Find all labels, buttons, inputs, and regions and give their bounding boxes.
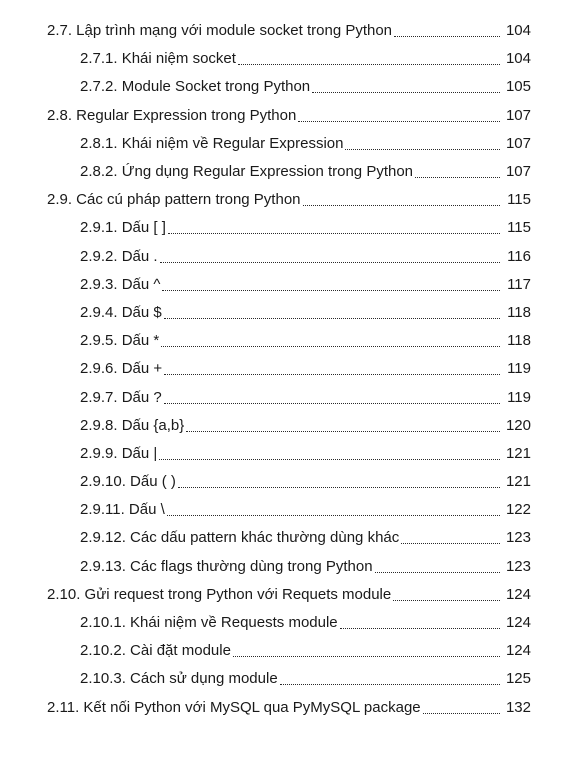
dot-leader (177, 473, 500, 491)
toc-entry[interactable] (80, 468, 531, 496)
toc-entry-page-number: 104 (505, 22, 531, 40)
toc-entry[interactable] (80, 271, 531, 299)
toc-entry-title: 2.9.1. Dấu [ ] (80, 219, 166, 237)
toc-entry[interactable] (80, 383, 531, 411)
toc-entry[interactable] (80, 553, 531, 581)
toc-entry-page-number: 105 (505, 78, 531, 96)
dot-leader (185, 417, 500, 435)
toc-entry-page-number: 119 (507, 388, 531, 406)
toc-entry-page-number: 121 (505, 444, 531, 462)
dot-leader (237, 50, 500, 68)
toc-entry-page-number: 124 (505, 642, 531, 660)
toc-entry[interactable] (80, 440, 531, 468)
toc-entry[interactable] (80, 665, 531, 693)
toc-entry-title: 2.10.2. Cài đặt module (80, 642, 231, 660)
toc-entry-title: 2.10. Gửi request trong Python với Requets module (47, 585, 392, 603)
toc-entry[interactable] (80, 243, 531, 271)
dot-leader (297, 107, 500, 125)
toc-entry-title: 2.9.12. Các dấu pattern khác thường dùng khác (80, 529, 400, 547)
toc-entry-title: 2.9.13. Các flags thường dùng trong Python (80, 557, 373, 575)
dot-leader (339, 614, 500, 632)
toc-entry[interactable] (80, 609, 531, 637)
toc-entry-title: 2.9.10. Dấu ( ) (80, 473, 176, 491)
toc-entry[interactable] (47, 581, 531, 609)
toc-entry-title: 2.9.7. Dấu ? (80, 388, 162, 406)
dot-leader (392, 586, 500, 604)
toc-entry[interactable] (80, 412, 531, 440)
toc-entry[interactable] (80, 214, 531, 242)
toc-entry[interactable] (47, 694, 531, 722)
toc-entry-title: 2.8.1. Khái niệm về Regular Expression (80, 134, 344, 152)
toc-entry-title: 2.9.3. Dấu ^ (80, 275, 161, 293)
toc-entry-page-number: 132 (505, 698, 531, 716)
toc-entry-page-number: 104 (505, 50, 531, 68)
toc-entry[interactable] (47, 102, 531, 130)
table-of-contents (0, 17, 570, 722)
dot-leader (163, 389, 500, 407)
dot-leader (374, 558, 500, 576)
toc-entry-title: 2.8. Regular Expression trong Python (47, 106, 297, 124)
toc-entry-title: 2.9.9. Dấu | (80, 444, 158, 462)
toc-entry-page-number: 124 (505, 614, 531, 632)
toc-entry-page-number: 123 (505, 557, 531, 575)
dot-leader (160, 332, 500, 350)
toc-entry-page-number: 120 (505, 416, 531, 434)
toc-entry-title: 2.9.2. Dấu . (80, 247, 158, 265)
toc-entry-page-number: 118 (507, 303, 531, 321)
toc-entry-page-number: 107 (505, 106, 531, 124)
toc-entry[interactable] (80, 524, 531, 552)
toc-entry[interactable] (80, 73, 531, 101)
toc-entry[interactable] (47, 17, 531, 45)
dot-leader (161, 276, 500, 294)
toc-entry[interactable] (80, 355, 531, 383)
dot-leader (232, 642, 500, 660)
toc-entry[interactable] (80, 299, 531, 327)
toc-entry-page-number: 125 (505, 670, 531, 688)
toc-entry-page-number: 115 (507, 219, 531, 237)
toc-entry-page-number: 119 (507, 360, 531, 378)
dot-leader (166, 501, 500, 519)
toc-entry-page-number: 116 (507, 247, 531, 265)
toc-entry-title: 2.9.8. Dấu {a,b} (80, 416, 185, 434)
dot-leader (163, 304, 500, 322)
toc-entry[interactable] (80, 158, 531, 186)
toc-entry-title: 2.11. Kết nối Python với MySQL qua PyMySQL package (47, 698, 421, 716)
toc-entry-page-number: 118 (507, 332, 531, 350)
toc-entry-page-number: 121 (505, 473, 531, 491)
toc-entry-page-number: 123 (505, 529, 531, 547)
dot-leader (167, 219, 500, 237)
toc-entry-title: 2.9.6. Dấu + (80, 360, 163, 378)
toc-entry-page-number: 107 (505, 163, 531, 181)
toc-entry-page-number: 115 (507, 191, 531, 209)
dot-leader (311, 78, 500, 96)
toc-entry-title: 2.10.3. Cách sử dụng module (80, 670, 278, 688)
dot-leader (400, 529, 500, 547)
toc-entry-title: 2.9. Các cú pháp pattern trong Python (47, 191, 301, 209)
toc-entry-title: 2.7. Lập trình mạng với module socket trong Python (47, 22, 393, 40)
dot-leader (422, 699, 500, 717)
dot-leader (393, 22, 500, 40)
toc-entry[interactable] (80, 130, 531, 158)
toc-entry-page-number: 122 (505, 501, 531, 519)
toc-entry-page-number: 117 (507, 275, 531, 293)
toc-entry-title: 2.7.2. Module Socket trong Python (80, 78, 311, 96)
dot-leader (163, 360, 500, 378)
toc-entry[interactable] (80, 496, 531, 524)
toc-entry[interactable] (80, 45, 531, 73)
toc-entry-title: 2.8.2. Ứng dụng Regular Expression trong Python (80, 163, 414, 181)
toc-entry-title: 2.9.5. Dấu * (80, 332, 160, 350)
toc-entry-page-number: 107 (505, 134, 531, 152)
dot-leader (159, 248, 500, 266)
toc-entry[interactable] (80, 327, 531, 355)
dot-leader (302, 191, 501, 209)
toc-entry-page-number: 124 (505, 585, 531, 603)
toc-entry[interactable] (80, 637, 531, 665)
dot-leader (344, 135, 500, 153)
dot-leader (158, 445, 500, 463)
toc-entry-title: 2.10.1. Khái niệm về Requests module (80, 614, 338, 632)
dot-leader (279, 670, 500, 688)
dot-leader (414, 163, 500, 181)
toc-entry-title: 2.7.1. Khái niệm socket (80, 50, 236, 68)
toc-entry[interactable] (47, 186, 531, 214)
toc-entry-title: 2.9.11. Dấu \ (80, 501, 165, 519)
toc-entry-title: 2.9.4. Dấu $ (80, 303, 162, 321)
